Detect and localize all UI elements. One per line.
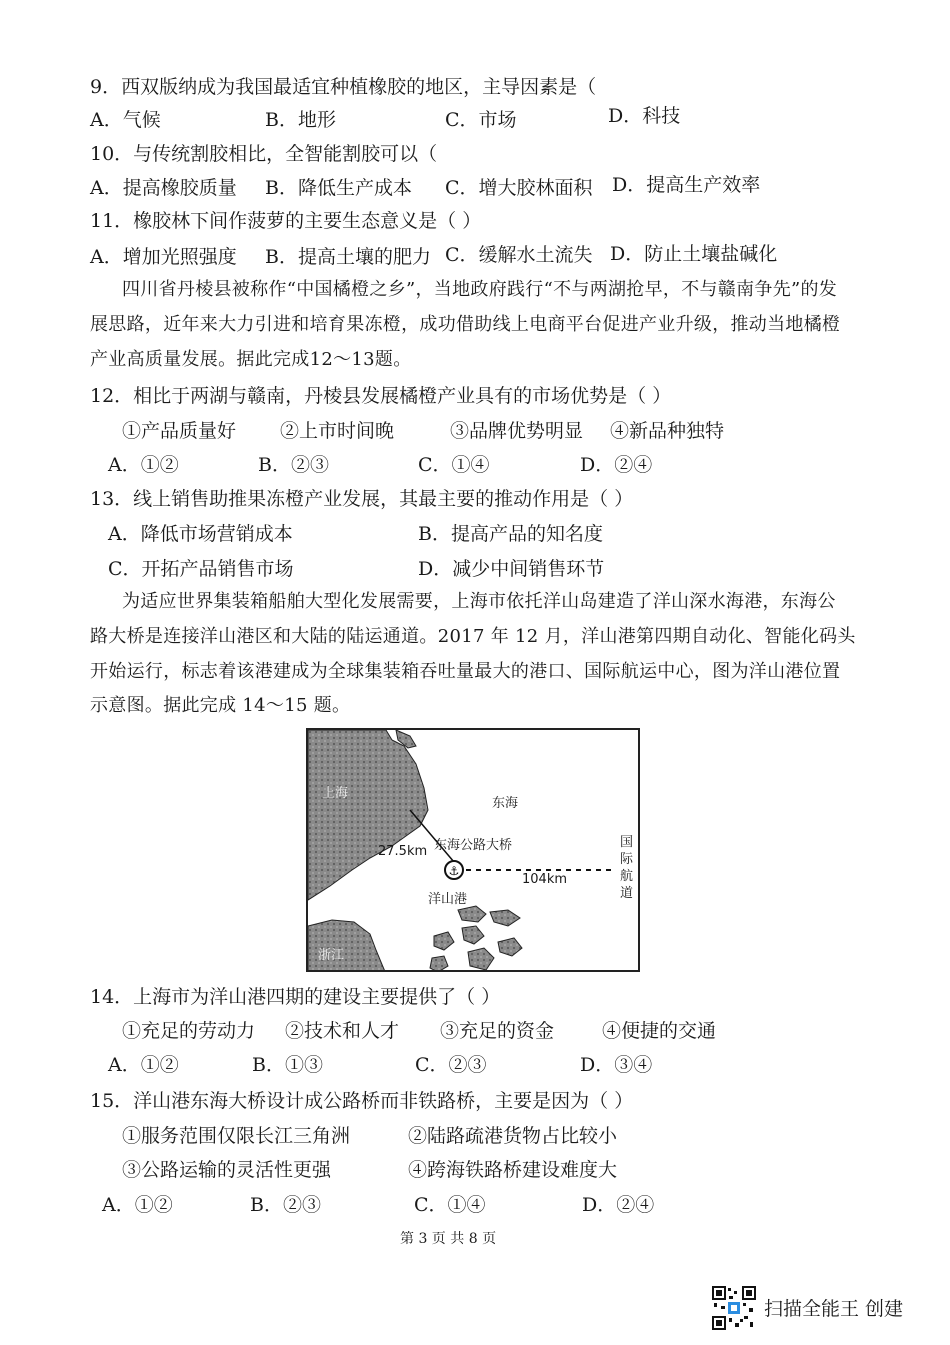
q9-option-b: B．地形: [265, 109, 336, 131]
q10-option-c: C．增大胶林面积: [445, 177, 593, 199]
yangshan-port-map: [306, 728, 640, 972]
shanghai-landmass: [308, 730, 428, 900]
label-international-route: 国际航道: [620, 835, 634, 901]
svg-text:⚓: ⚓: [448, 864, 460, 878]
label-donghai: 东海: [492, 796, 519, 811]
q10-option-a: A．提高橡胶质量: [90, 177, 237, 199]
label-distance-bridge: 27.5km: [378, 844, 428, 859]
q9-option-d: D．科技: [608, 105, 681, 127]
q11-option-d: D．防止土壤盐碱化: [610, 243, 778, 265]
page-number: 第 3 页 共 8 页: [400, 1231, 497, 1247]
question-15-stem: 15．洋山港东海大桥设计成公路桥而非铁路桥，主要是因为（ ）: [90, 1090, 634, 1112]
q12-option-b: B．②③: [258, 454, 329, 476]
q15-item-2: ②陆路疏港货物占比较小: [408, 1125, 618, 1147]
passage-1-line-2: 展思路，近年来大力引进和培育果冻橙，成功借助线上电商平台促进产业升级，推动当地橘橙: [90, 314, 841, 335]
q15-option-c: C．①④: [414, 1194, 486, 1216]
scanner-watermark-text: 扫描全能王 创建: [764, 1298, 904, 1320]
island-4: [434, 932, 454, 950]
passage-2-line-2: 路大桥是连接洋山港区和大陆的陆运通道。2017 年 12 月，洋山港第四期自动化、智能化码头: [90, 626, 856, 647]
q10-option-b: B．降低生产成本: [265, 177, 412, 199]
q10-option-d: D．提高生产效率: [612, 174, 761, 196]
q15-option-a: A．①②: [102, 1194, 173, 1216]
label-port: 洋山港: [428, 892, 468, 907]
q12-item-1: ①产品质量好: [122, 420, 237, 442]
question-13-stem: 13．线上销售助推果冻橙产业发展，其最主要的推动作用是（ ）: [90, 488, 634, 510]
q14-item-2: ②技术和人才: [285, 1020, 400, 1042]
q15-item-1: ①服务范围仅限长江三角洲: [122, 1125, 351, 1147]
passage-2-line-4: 示意图。据此完成 14～15 题。: [90, 695, 351, 716]
q12-item-2: ②上市时间晚: [280, 420, 395, 442]
passage-2-line-1: 为适应世界集装箱船舶大型化发展需要，上海市依托洋山岛建造了洋山深水海港，东海公: [122, 591, 836, 612]
q14-option-c: C．②③: [415, 1054, 487, 1076]
q14-item-3: ③充足的资金: [440, 1020, 555, 1042]
q11-option-c: C．缓解水土流失: [445, 244, 593, 266]
island-2: [490, 910, 520, 926]
label-bridge: 东海公路大桥: [434, 838, 513, 853]
qr-code-icon: [712, 1286, 756, 1330]
q13-option-d: D．减少中间销售环节: [418, 558, 605, 580]
label-distance-route: 104km: [522, 872, 568, 887]
q12-item-4: ④新品种独特: [610, 420, 725, 442]
q13-option-b: B．提高产品的知名度: [418, 523, 603, 545]
island-7: [430, 956, 448, 972]
q14-item-4: ④便捷的交通: [602, 1020, 717, 1042]
q14-option-b: B．①③: [252, 1054, 323, 1076]
question-9-stem: 9．西双版纳成为我国最适宜种植橡胶的地区，主导因素是（: [90, 76, 597, 98]
q9-option-a: A．气候: [90, 109, 161, 131]
island-3: [462, 926, 484, 944]
passage-2-line-3: 开始运行，标志着该港建成为全球集装箱吞吐量最大的港口、国际航运中心，图为洋山港位置: [90, 661, 841, 682]
label-shanghai: 上海: [322, 786, 349, 801]
q13-option-c: C．开拓产品销售市场: [108, 558, 294, 580]
q13-option-a: A．降低市场营销成本: [108, 523, 293, 545]
island-1: [458, 906, 486, 922]
island-6: [498, 938, 522, 956]
q11-option-a: A．增加光照强度: [90, 246, 237, 268]
q12-option-c: C．①④: [418, 454, 490, 476]
passage-1-line-3: 产业高质量发展。据此完成12～13题。: [90, 349, 412, 370]
q11-option-b: B．提高土壤的肥力: [265, 246, 431, 268]
q14-option-a: A．①②: [108, 1054, 179, 1076]
passage-1-line-1: 四川省丹棱县被称作“中国橘橙之乡”，当地政府践行“不与两湖抢早，不与赣南争先”的发: [122, 279, 838, 300]
question-11-stem: 11．橡胶林下间作菠萝的主要生态意义是（ ）: [90, 210, 482, 232]
q12-option-d: D．②④: [580, 454, 653, 476]
q12-option-a: A．①②: [108, 454, 179, 476]
question-12-stem: 12．相比于两湖与赣南，丹棱县发展橘橙产业具有的市场优势是（ ）: [90, 385, 672, 407]
island-5: [468, 948, 494, 970]
q15-option-d: D．②④: [582, 1194, 655, 1216]
q14-option-d: D．③④: [580, 1054, 653, 1076]
q9-option-c: C．市场: [445, 109, 517, 131]
question-10-stem: 10．与传统割胶相比，全智能割胶可以（: [90, 143, 438, 165]
question-14-stem: 14．上海市为洋山港四期的建设主要提供了（ ）: [90, 986, 501, 1008]
q12-item-3: ③品牌优势明显: [450, 420, 584, 442]
q15-item-3: ③公路运输的灵活性更强: [122, 1159, 332, 1181]
q15-item-4: ④跨海铁路桥建设难度大: [408, 1159, 618, 1181]
q15-option-b: B．②③: [250, 1194, 321, 1216]
label-zhejiang: 浙江: [318, 948, 345, 963]
q14-item-1: ①充足的劳动力: [122, 1020, 256, 1042]
